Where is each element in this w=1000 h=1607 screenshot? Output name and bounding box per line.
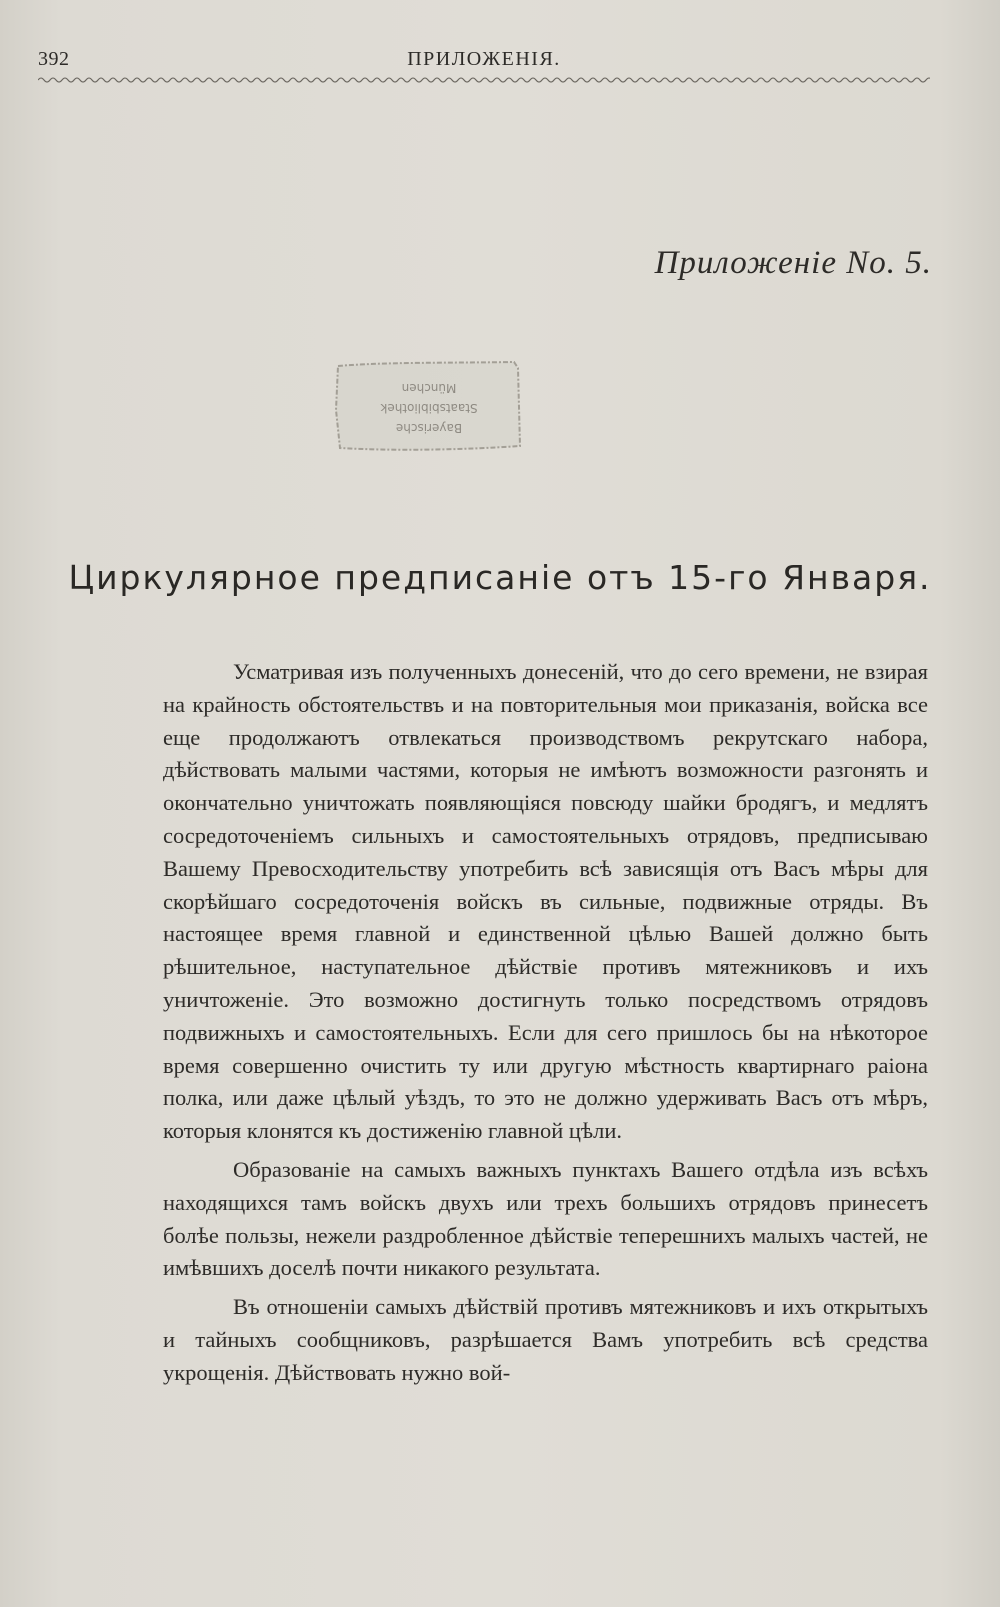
stamp-line: Bayerische [395, 421, 463, 435]
paragraph: Усматривая изъ полученныхъ донесеній, что до сего времени, не взирая на крайность обстоятельствъ и на повторительныя мои приказанія, войска все еще продолжаютъ отвлекаться производствомъ рекрутскаго набора, дѣйствовать малыми частями, которыя не имѣютъ возможности разгонять и окончательно уничтожать появляющіяся повсюду шайки бродягъ, и медлятъ сосредоточеніемъ сильныхъ и самостоятельныхъ отрядовъ, предписываю Вашему Превосходительству употребить всѣ зависящія отъ Васъ мѣры для скорѣйшаго сосредоточенія войскъ въ сильные, подвижные отряды. Въ настоящее время главной и единственной цѣлью Вашей должно быть рѣшительное, наступательное дѣйствіе противъ мятежниковъ и ихъ уничтоженіе. Это возможно достигнуть только посредствомъ отрядовъ подвижныхъ и самостоятельныхъ. Если для сего пришлось бы на нѣкоторое время совершенно очистить ту или другую мѣстность квартирнаго раіона полка, или даже цѣлый уѣздъ, то это не должно удерживать Васъ отъ мѣръ, которыя клонятся къ достиженію главной цѣли. [163, 659, 928, 1144]
stamp-line: Staatsbibliothek [380, 401, 478, 415]
wavy-divider [38, 74, 930, 86]
page-number: 392 [38, 48, 70, 70]
paragraph: Въ отношеніи самыхъ дѣйствій противъ мятежниковъ и ихъ открытыхъ и тайныхъ сообщниковъ, разрѣшается Вамъ употребить всѣ средства укрощенія. Дѣйствовать нужно вой- [163, 1294, 928, 1385]
running-head: ПРИЛОЖЕНІЯ. [407, 48, 561, 70]
appendix-label: Приложеніе No. 5. [654, 245, 932, 281]
document-title: Циркулярное предписаніе отъ 15-го Января. [68, 558, 932, 597]
library-stamp [332, 360, 526, 454]
body-text [163, 656, 928, 1396]
paragraph: Образованіе на самыхъ важныхъ пунктахъ Вашего отдѣла изъ всѣхъ находящихся тамъ войскъ двухъ или трехъ большихъ отрядовъ принесетъ болѣе пользы, нежели раздробленное дѣйствіе теперешнихъ малыхъ частей, не имѣвшихъ доселѣ почти никакого результата. [163, 1156, 928, 1281]
stamp-line: München [401, 381, 457, 395]
